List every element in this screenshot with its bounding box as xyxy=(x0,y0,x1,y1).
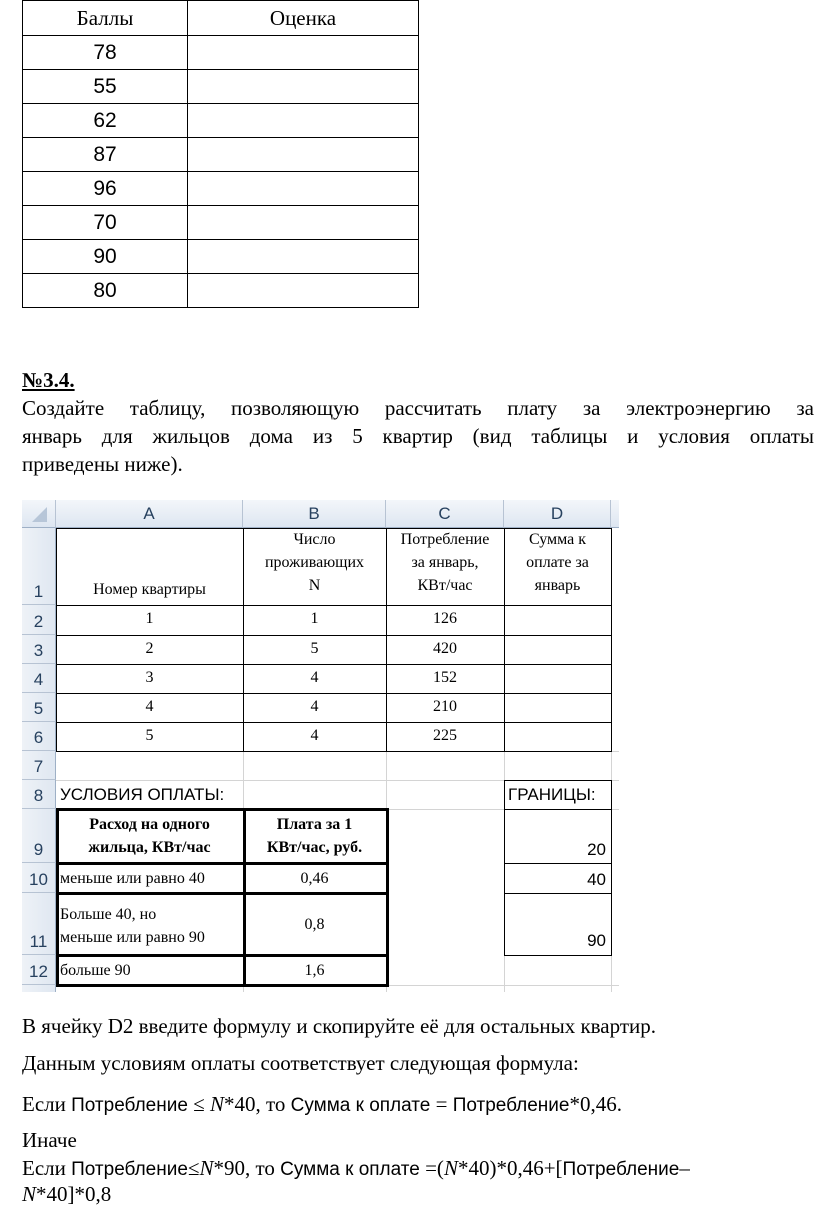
grade-cell xyxy=(188,70,419,104)
cell-c1-text xyxy=(386,528,504,597)
task-text xyxy=(22,394,814,478)
formula-text: Если xyxy=(22,1156,72,1180)
cond-range: меньше или равно 40 xyxy=(60,870,205,887)
row-header-13-partial[interactable] xyxy=(22,985,56,992)
cell-d8[interactable] xyxy=(504,780,612,810)
cell-line: Потребление xyxy=(400,531,490,548)
cell-line: меньше или равно 90 xyxy=(60,929,205,946)
grade-cell xyxy=(188,240,419,274)
row-header-7[interactable]: 7 xyxy=(22,751,56,780)
consumption: 152 xyxy=(433,669,457,686)
residents-count: 1 xyxy=(310,610,319,627)
else-word: Иначе xyxy=(22,1128,77,1152)
cell-line: оплате за xyxy=(526,554,589,571)
row-header-1[interactable]: 1 xyxy=(22,528,56,605)
formula-text: *90, то xyxy=(213,1156,281,1180)
select-all-corner[interactable] xyxy=(22,500,56,528)
score-cell: 70 xyxy=(23,206,188,240)
residents-count: 4 xyxy=(310,698,319,715)
score-cell: 62 xyxy=(23,104,188,138)
row-header-8[interactable]: 8 xyxy=(22,780,56,809)
grade-cell xyxy=(188,206,419,240)
score-cell: 90 xyxy=(23,240,188,274)
table-row xyxy=(23,240,419,274)
cell-a1-text: Номер квартиры xyxy=(93,581,206,598)
bounds-title: ГРАНИЦЫ: xyxy=(508,785,596,804)
task-number: №3.4. xyxy=(22,368,75,392)
formula-line-1 xyxy=(22,1090,622,1120)
grades-header-score: Баллы xyxy=(23,1,188,36)
cell-line: N xyxy=(308,577,321,594)
conditions-title: УСЛОВИЯ ОПЛАТЫ: xyxy=(60,785,225,804)
cell-line: Расход на одного xyxy=(89,816,210,833)
grades-header-grade: Оценка xyxy=(188,1,419,36)
column-header-d[interactable]: D xyxy=(504,500,611,528)
cell-line: КВт/час, руб. xyxy=(266,839,363,856)
formula-term: Сумма к оплате xyxy=(280,1159,420,1180)
cell-line: Больше 40, но xyxy=(60,906,157,923)
cond-price: 0,46 xyxy=(300,870,329,887)
formula-text: Если xyxy=(22,1092,72,1116)
table-row xyxy=(23,206,419,240)
formula-text: *40)*0,46+[ xyxy=(457,1156,563,1180)
formula-text: *40]*0,8 xyxy=(36,1182,112,1206)
column-header-a[interactable]: A xyxy=(56,500,243,528)
grade-cell xyxy=(188,172,419,206)
cond-price: 1,6 xyxy=(304,962,325,979)
row-header-5[interactable]: 5 xyxy=(22,693,56,722)
row-header-6[interactable]: 6 xyxy=(22,722,56,751)
cell-line: проживающих xyxy=(264,554,365,571)
row-header-11[interactable]: 11 xyxy=(22,893,56,955)
row-header-9[interactable]: 9 xyxy=(22,809,56,863)
cond-range xyxy=(60,903,205,949)
cell-line: Сумма к xyxy=(528,531,587,548)
score-cell: 78 xyxy=(23,36,188,70)
cell-d6[interactable] xyxy=(504,722,612,752)
spreadsheet xyxy=(22,500,619,992)
cell-line: за январь, xyxy=(411,554,479,571)
cell-d3[interactable] xyxy=(504,635,612,665)
cell-b1-text xyxy=(243,528,386,597)
grades-table xyxy=(22,0,419,308)
formula-var: N xyxy=(443,1156,458,1180)
apartment-number: 3 xyxy=(145,669,154,686)
cell-line: Число xyxy=(293,531,336,548)
column-header-e-partial[interactable] xyxy=(611,500,619,528)
formula-line-2-tail xyxy=(22,1180,111,1208)
task-text-line: приведены ниже). xyxy=(22,452,183,476)
consumption: 210 xyxy=(433,698,457,715)
formula-text: *0,46. xyxy=(569,1092,622,1116)
score-cell: 55 xyxy=(23,70,188,104)
column-header-c[interactable]: C xyxy=(386,500,504,528)
formula-text: ≤ xyxy=(187,1156,200,1180)
table-row xyxy=(23,172,419,206)
cell-d5[interactable] xyxy=(504,693,612,723)
formula-text: =( xyxy=(419,1156,444,1180)
column-header-b[interactable]: B xyxy=(243,500,386,528)
select-all-icon xyxy=(30,505,48,523)
cell-line: КВт/час xyxy=(417,577,473,594)
apartment-number: 2 xyxy=(145,640,154,657)
formula-text: *40, то xyxy=(223,1092,291,1116)
formula-term: Потребление xyxy=(562,1159,680,1180)
apartment-number: 5 xyxy=(145,727,154,744)
table-row xyxy=(23,138,419,172)
apartment-number: 1 xyxy=(145,610,154,627)
formula-var: N xyxy=(199,1156,214,1180)
grade-cell xyxy=(188,36,419,70)
score-cell: 96 xyxy=(23,172,188,206)
formula-var: N xyxy=(209,1092,224,1116)
table-row xyxy=(23,36,419,70)
apartment-number: 4 xyxy=(145,698,154,715)
bound-value: 90 xyxy=(587,931,606,950)
table-row xyxy=(23,274,419,308)
residents-count: 4 xyxy=(310,727,319,744)
formula-term: Сумма к оплате xyxy=(290,1095,431,1116)
formula-term: Потребление xyxy=(71,1159,188,1180)
cond-header-a-text xyxy=(56,813,243,859)
row-header-3[interactable]: 3 xyxy=(22,635,56,664)
cell-line: январь xyxy=(534,577,581,594)
task-text-line: январь для жильцов дома из 5 квартир (вид таблицы и условия оплаты xyxy=(22,424,814,448)
formula-text: – xyxy=(679,1156,690,1180)
task-text-line: Создайте таблицу, позволяющую рассчитать плату за электроэнергию за xyxy=(22,396,814,420)
instruction-line: Данным условиям оплаты соответствует следующая формула: xyxy=(22,1051,579,1075)
residents-count: 5 xyxy=(310,640,319,657)
cell-line: жильца, КВт/час xyxy=(88,839,211,856)
score-cell: 87 xyxy=(23,138,188,172)
row-header-4[interactable]: 4 xyxy=(22,664,56,693)
cell-d2[interactable] xyxy=(504,605,612,636)
cond-header-b-text xyxy=(243,813,386,859)
row-header-2[interactable]: 2 xyxy=(22,605,56,635)
cell-line: Плата за 1 xyxy=(276,816,353,833)
cond-range: больше 90 xyxy=(60,962,131,979)
consumption: 225 xyxy=(433,727,457,744)
bound-value: 20 xyxy=(587,840,606,859)
grade-cell xyxy=(188,138,419,172)
consumption: 126 xyxy=(433,610,457,627)
bound-value: 40 xyxy=(587,870,606,889)
cond-price: 0,8 xyxy=(304,916,325,933)
formula-var: N xyxy=(22,1182,37,1206)
formula-text: ≤ xyxy=(187,1092,210,1116)
table-row xyxy=(23,70,419,104)
residents-count: 4 xyxy=(310,669,319,686)
instruction-line: В ячейку D2 введите формулу и скопируйте её для остальных квартир. xyxy=(22,1014,656,1038)
formula-term: Потребление xyxy=(71,1095,188,1116)
consumption: 420 xyxy=(433,640,457,657)
grade-cell xyxy=(188,104,419,138)
grades-header-row xyxy=(23,1,419,36)
cell-d1-text xyxy=(504,528,611,597)
score-cell: 80 xyxy=(23,274,188,308)
formula-text: = xyxy=(430,1092,453,1116)
formula-term: Потребление xyxy=(452,1095,570,1116)
grade-cell xyxy=(188,274,419,308)
formula-line-2 xyxy=(22,1154,690,1184)
table-row xyxy=(23,104,419,138)
row-header-12[interactable]: 12 xyxy=(22,955,56,985)
cell-d4[interactable] xyxy=(504,664,612,694)
row-header-10[interactable]: 10 xyxy=(22,863,56,893)
